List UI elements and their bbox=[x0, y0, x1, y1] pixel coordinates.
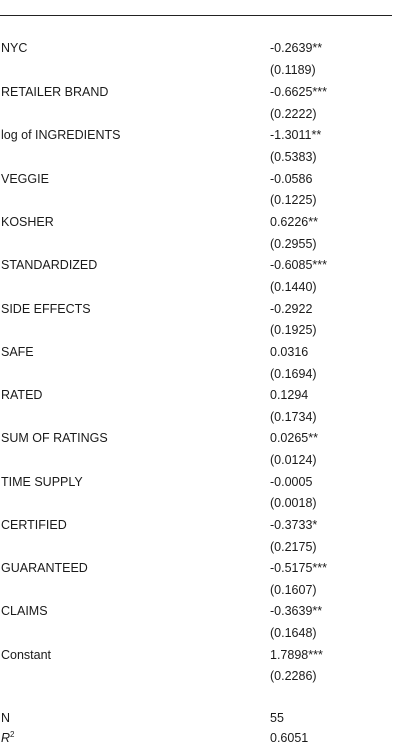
table-row bbox=[0, 429, 394, 447]
table-row-se bbox=[0, 365, 394, 383]
coefficient-value: 0.6226** bbox=[270, 215, 318, 229]
coefficient-value: -0.6625*** bbox=[270, 85, 327, 99]
variable-label: NYC bbox=[1, 41, 28, 55]
coefficient-value: 0.0316 bbox=[270, 345, 309, 359]
coefficient-value: 0.0265** bbox=[270, 431, 318, 445]
coefficient-value: -0.0586 bbox=[270, 172, 313, 186]
standard-error-value: (0.0124) bbox=[270, 453, 317, 467]
table-row bbox=[0, 300, 394, 318]
table-row-se bbox=[0, 451, 394, 469]
table-top-rule bbox=[0, 15, 392, 16]
table-row-se bbox=[0, 494, 394, 512]
standard-error-value: (0.1694) bbox=[270, 367, 317, 381]
coefficient-value: -0.3639** bbox=[270, 604, 323, 618]
coefficient-value: -0.5175*** bbox=[270, 561, 327, 575]
variable-label: VEGGIE bbox=[1, 172, 49, 186]
table-row bbox=[0, 170, 394, 188]
table-row bbox=[0, 126, 394, 144]
standard-error-value: (0.1607) bbox=[270, 583, 317, 597]
table-row-se bbox=[0, 581, 394, 599]
variable-label: RATED bbox=[1, 388, 43, 402]
variable-label: RETAILER BRAND bbox=[1, 85, 109, 99]
table-row bbox=[0, 343, 394, 361]
table-row-se bbox=[0, 191, 394, 209]
table-row-se bbox=[0, 148, 394, 166]
observations-row bbox=[0, 709, 394, 727]
coefficient-value: -0.0005 bbox=[270, 475, 313, 489]
table-row bbox=[0, 602, 394, 620]
standard-error-value: (0.2286) bbox=[270, 669, 317, 683]
coefficient-value: 0.1294 bbox=[270, 388, 309, 402]
variable-label: TIME SUPPLY bbox=[1, 475, 83, 489]
table-row bbox=[0, 39, 394, 57]
variable-label: CLAIMS bbox=[1, 604, 48, 618]
table-row-se bbox=[0, 235, 394, 253]
variable-label: CERTIFIED bbox=[1, 518, 67, 532]
table-row bbox=[0, 256, 394, 274]
coefficient-value: -0.6085*** bbox=[270, 258, 327, 272]
table-row bbox=[0, 213, 394, 231]
table-row-se bbox=[0, 321, 394, 339]
table-row bbox=[0, 473, 394, 491]
table-row bbox=[0, 83, 394, 101]
r-squared-value: 0.6051 bbox=[270, 731, 309, 745]
table-row bbox=[0, 559, 394, 577]
table-row bbox=[0, 386, 394, 404]
coefficient-value: -0.2922 bbox=[270, 302, 313, 316]
standard-error-value: (0.2222) bbox=[270, 107, 317, 121]
table-row-se bbox=[0, 278, 394, 296]
table-row bbox=[0, 646, 394, 664]
table-row bbox=[0, 516, 394, 534]
r-squared-exponent: 2 bbox=[10, 729, 15, 739]
table-row-se bbox=[0, 667, 394, 685]
variable-label: STANDARDIZED bbox=[1, 258, 98, 272]
variable-label: SIDE EFFECTS bbox=[1, 302, 91, 316]
variable-label: SUM OF RATINGS bbox=[1, 431, 108, 445]
standard-error-value: (0.1225) bbox=[270, 193, 317, 207]
standard-error-value: (0.1734) bbox=[270, 410, 317, 424]
table-row-se bbox=[0, 408, 394, 426]
coefficient-value: -0.3733* bbox=[270, 518, 318, 532]
variable-label: KOSHER bbox=[1, 215, 54, 229]
table-row-se bbox=[0, 538, 394, 556]
r-squared-row bbox=[0, 729, 394, 747]
r-squared-label bbox=[1, 729, 14, 747]
variable-label: log of INGREDIENTS bbox=[1, 128, 121, 142]
table-row-se bbox=[0, 61, 394, 79]
r-squared-symbol: R bbox=[1, 731, 11, 745]
standard-error-value: (0.1648) bbox=[270, 626, 317, 640]
observations-value: 55 bbox=[270, 711, 284, 725]
variable-label: SAFE bbox=[1, 345, 34, 359]
coefficient-value: 1.7898*** bbox=[270, 648, 323, 662]
coefficient-value: -0.2639** bbox=[270, 41, 323, 55]
coefficient-value: -1.3011** bbox=[270, 128, 322, 142]
variable-label: GUARANTEED bbox=[1, 561, 88, 575]
standard-error-value: (0.1189) bbox=[270, 63, 316, 77]
standard-error-value: (0.1925) bbox=[270, 323, 317, 337]
standard-error-value: (0.5383) bbox=[270, 150, 317, 164]
standard-error-value: (0.2955) bbox=[270, 237, 317, 251]
variable-label: Constant bbox=[1, 648, 52, 662]
observations-label: N bbox=[1, 711, 11, 725]
standard-error-value: (0.2175) bbox=[270, 540, 317, 554]
table-row-se bbox=[0, 624, 394, 642]
standard-error-value: (0.1440) bbox=[270, 280, 317, 294]
standard-error-value: (0.0018) bbox=[270, 496, 317, 510]
table-row-se bbox=[0, 105, 394, 123]
